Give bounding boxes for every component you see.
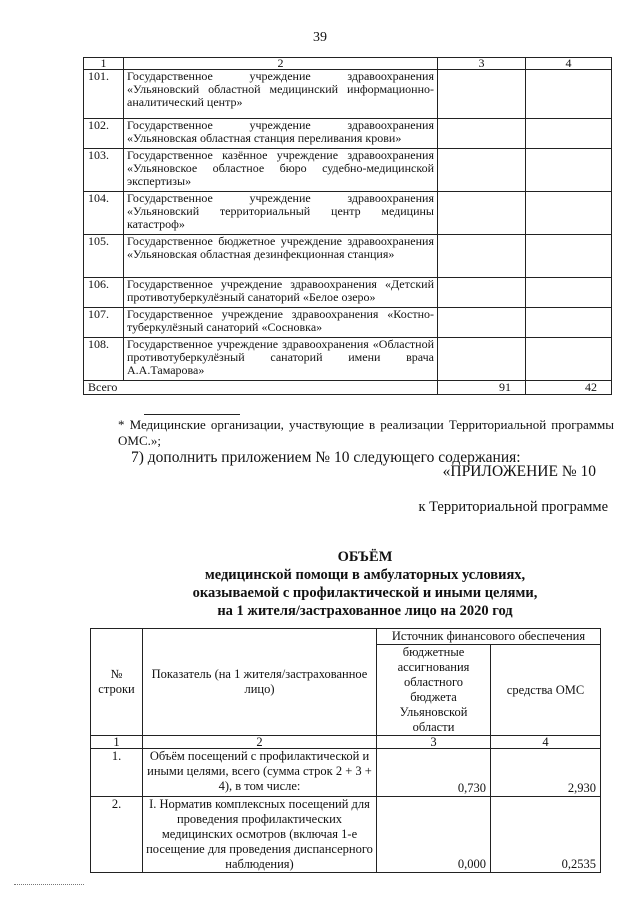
- total-value: 91: [438, 381, 526, 395]
- row-number: 2.: [91, 797, 143, 873]
- cell-value: [526, 278, 612, 308]
- footnote-divider: [144, 414, 240, 415]
- page-number: 39: [313, 30, 327, 45]
- table-row: [91, 797, 601, 873]
- cell-value: [526, 338, 612, 381]
- cell-value: [526, 308, 612, 338]
- column-header-indicator: Показатель (на 1 жителя/застрахованное лицо): [143, 629, 377, 736]
- table-row: [84, 70, 612, 119]
- table-row: [84, 192, 612, 235]
- organizations-table: [83, 57, 612, 395]
- organization-name: Государственное учреждение здравоохранения «Костно-туберкулёзный санаторий «Сосновка»: [124, 308, 438, 338]
- cell-value: [526, 235, 612, 278]
- table-row: [84, 235, 612, 278]
- column-header: 1: [84, 58, 124, 70]
- heading-line: на 1 жителя/застрахованное лицо на 2020 год: [217, 603, 513, 619]
- cell-value: [438, 119, 526, 149]
- row-number: 104.: [84, 192, 124, 235]
- cell-value: [438, 70, 526, 119]
- table-row: [84, 338, 612, 381]
- column-header-source: Источник финансового обеспечения: [377, 629, 601, 645]
- budget-value: 0,730: [377, 749, 491, 797]
- cell-value: [438, 308, 526, 338]
- organization-name: Государственное учреждение здравоохранения «Ульяновский территориальный центр медицины катастроф»: [124, 192, 438, 235]
- row-number: 1.: [91, 749, 143, 797]
- footnote: * Медицинские организации, участвующие в реализации Территориальной программы ОМС.»;: [118, 417, 614, 448]
- organization-name: Государственное учреждение здравоохранения «Ульяновская областная станция переливания крови»: [124, 119, 438, 149]
- organization-name: Государственное казённое учреждение здравоохранения «Ульяновское областное бюро судебно-медицинской экспертизы»: [124, 149, 438, 192]
- total-label: Всего: [84, 381, 438, 395]
- cell-value: [438, 235, 526, 278]
- table-row: [91, 749, 601, 797]
- organization-name: Государственное учреждение здравоохранения «Областной противотуберкулёзный санаторий имени врача А.А.Тамарова»: [124, 338, 438, 381]
- table-row: [84, 308, 612, 338]
- row-number: 103.: [84, 149, 124, 192]
- column-number: 2: [143, 736, 377, 749]
- indicator-text: Объём посещений с профилактической и иными целями, всего (сумма строк 2 + 3 + 4), в том числе:: [143, 749, 377, 797]
- table-header-row: [84, 58, 612, 70]
- organization-name: Государственное бюджетное учреждение здравоохранения «Ульяновская областная дезинфекционная станция»: [124, 235, 438, 278]
- oms-value: 0,2535: [491, 797, 601, 873]
- column-header-oms: средства ОМС: [491, 645, 601, 736]
- cell-value: [526, 119, 612, 149]
- cell-value: [438, 338, 526, 381]
- heading-title: ОБЪЁМ: [337, 549, 393, 565]
- cell-value: [438, 149, 526, 192]
- row-number: 105.: [84, 235, 124, 278]
- cell-value: [438, 192, 526, 235]
- organization-name: Государственное учреждение здравоохранения «Детский противотуберкулёзный санаторий «Белое озеро»: [124, 278, 438, 308]
- row-number: 107.: [84, 308, 124, 338]
- table-row: [84, 119, 612, 149]
- column-header: 2: [124, 58, 438, 70]
- column-header: 3: [438, 58, 526, 70]
- total-row: [84, 381, 612, 395]
- column-header-budget: бюджетные ассигнования областного бюджета Ульяновской области: [377, 645, 491, 736]
- column-number-row: [91, 736, 601, 749]
- column-number: 1: [91, 736, 143, 749]
- table-row: [84, 149, 612, 192]
- oms-value: 2,930: [491, 749, 601, 797]
- row-number: 102.: [84, 119, 124, 149]
- column-number: 3: [377, 736, 491, 749]
- appendix-subtitle: к Территориальной программе: [418, 499, 608, 515]
- volume-table: [90, 628, 601, 873]
- heading-line: медицинской помощи в амбулаторных условиях,: [204, 567, 526, 583]
- scan-artifact: [14, 884, 84, 889]
- row-number: 108.: [84, 338, 124, 381]
- column-header-row-number: № строки: [91, 629, 143, 736]
- row-number: 106.: [84, 278, 124, 308]
- appendix-title: «ПРИЛОЖЕНИЕ № 10: [442, 463, 596, 480]
- column-number: 4: [491, 736, 601, 749]
- heading-line: оказываемой с профилактической и иными целями,: [192, 585, 538, 601]
- amendment-item: 7) дополнить приложением № 10 следующего содержания:: [131, 449, 521, 466]
- column-header: 4: [526, 58, 612, 70]
- table-header-row: [91, 629, 601, 645]
- organization-name: Государственное учреждение здравоохранения «Ульяновский областной медицинский информационно-аналитический центр»: [124, 70, 438, 119]
- table-row: [84, 278, 612, 308]
- cell-value: [438, 278, 526, 308]
- cell-value: [526, 149, 612, 192]
- indicator-text: I. Норматив комплексных посещений для проведения профилактических медицинских осмотров (включая 1-е посещение для проведения диспансерного наблюдения): [143, 797, 377, 873]
- cell-value: [526, 70, 612, 119]
- budget-value: 0,000: [377, 797, 491, 873]
- cell-value: [526, 192, 612, 235]
- row-number: 101.: [84, 70, 124, 119]
- total-value: 42: [526, 381, 612, 395]
